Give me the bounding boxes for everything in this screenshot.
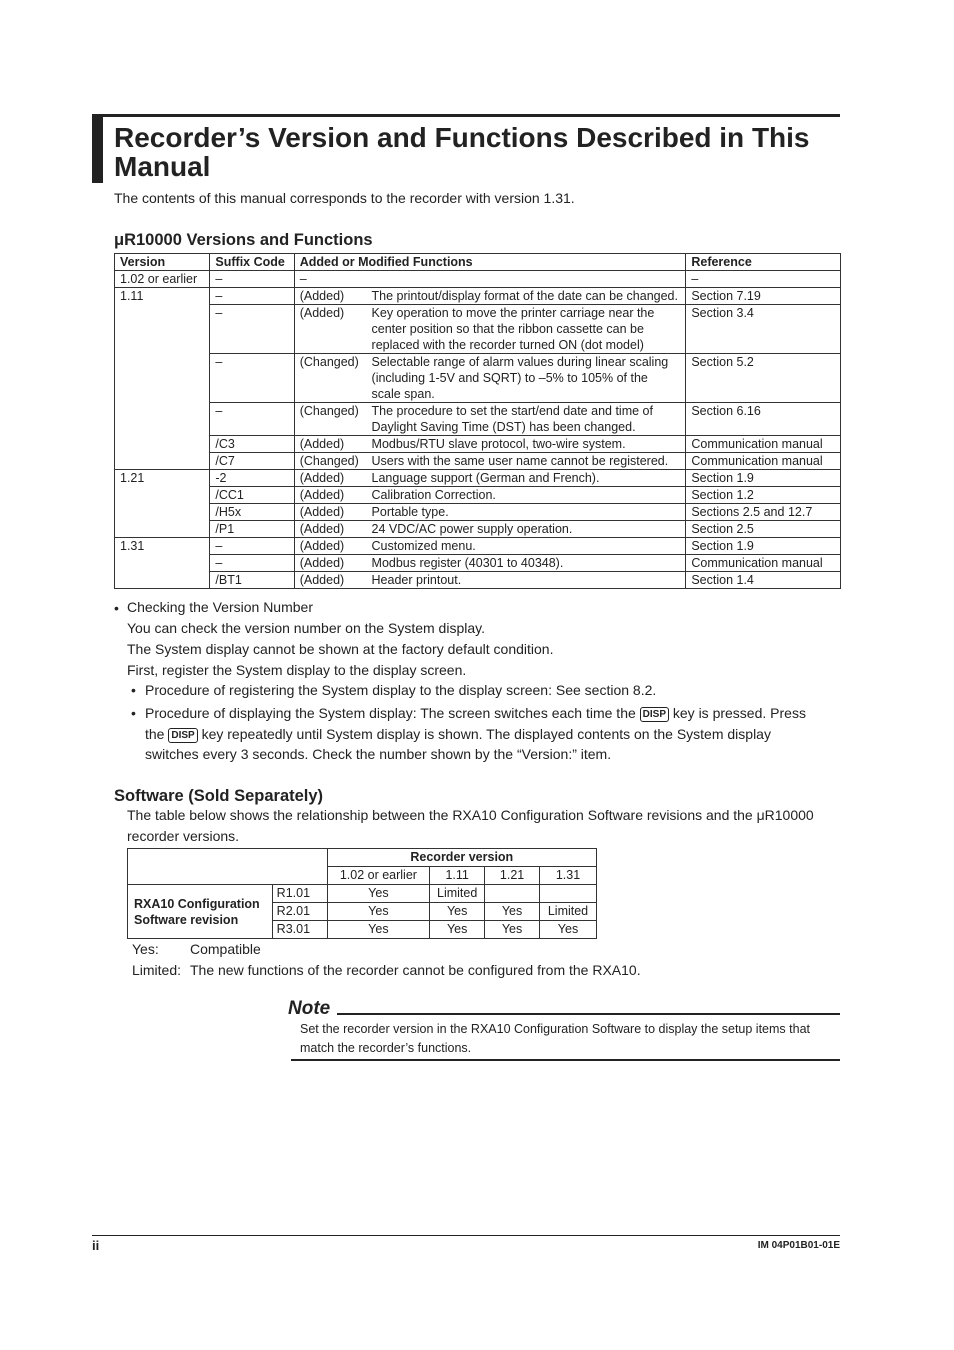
- action-cell: –: [294, 271, 366, 288]
- bullet-dot: •: [114, 600, 119, 616]
- reference-cell: Communication manual: [686, 555, 841, 572]
- action-cell: (Changed): [294, 354, 366, 403]
- description-cell: Header printout.: [367, 572, 686, 589]
- description-cell: Key operation to move the printer carriage near the center position so that the ribbon cassette can be replaced with the recorder turned ON (dot model): [367, 305, 686, 354]
- checking-title: Checking the Version Number: [127, 599, 313, 615]
- reference-cell: Section 5.2: [686, 354, 841, 403]
- sw-group-header: Recorder version: [327, 849, 596, 867]
- version-cell: 1.31: [115, 538, 210, 589]
- table-row: [115, 470, 841, 487]
- sw-col-header: 1.02 or earlier: [327, 867, 430, 885]
- action-cell: (Added): [294, 436, 366, 453]
- suffix-cell: –: [210, 271, 294, 288]
- header-version: Version: [115, 254, 210, 271]
- suffix-cell: /C3: [210, 436, 294, 453]
- sw-rev: R3.01: [272, 921, 327, 939]
- reference-cell: –: [686, 271, 841, 288]
- sw-cell: Yes: [327, 921, 430, 939]
- table-row: [115, 288, 841, 305]
- description-cell: Users with the same user name cannot be registered.: [367, 453, 686, 470]
- action-cell: (Changed): [294, 453, 366, 470]
- note-rule-bottom: [291, 1059, 840, 1061]
- software-compat-table: [127, 848, 597, 939]
- table-row: [115, 436, 841, 453]
- disp-key-icon: DISP: [168, 728, 197, 743]
- reference-cell: Section 1.2: [686, 487, 841, 504]
- sub-bullet-dot: •: [131, 705, 136, 721]
- table-row: [115, 487, 841, 504]
- reference-cell: Section 7.19: [686, 288, 841, 305]
- action-cell: (Changed): [294, 403, 366, 436]
- sub2-text-c: the: [145, 726, 165, 742]
- action-cell: (Added): [294, 288, 366, 305]
- sw-row: [128, 885, 597, 903]
- versions-table: [114, 253, 841, 589]
- document-id: IM 04P01B01-01E: [757, 1240, 840, 1251]
- checking-line-3: First, register the System display to the display screen.: [127, 662, 467, 678]
- table-row: [115, 572, 841, 589]
- sw-group-header-row: [128, 849, 597, 867]
- action-cell: (Added): [294, 555, 366, 572]
- version-cell: 1.21: [115, 470, 210, 538]
- action-cell: (Added): [294, 487, 366, 504]
- sub-bullet-dot: •: [131, 682, 136, 698]
- action-cell: (Added): [294, 470, 366, 487]
- page-title: Recorder’s Version and Functions Described in This Manual: [114, 122, 810, 182]
- sw-col-header: 1.31: [540, 867, 597, 885]
- version-cell: 1.02 or earlier: [115, 271, 210, 288]
- disp-key-icon: DISP: [640, 707, 669, 722]
- sw-cell: Yes: [485, 903, 540, 921]
- reference-cell: Section 1.4: [686, 572, 841, 589]
- note-label: Note: [288, 998, 331, 1019]
- description-cell: Customized menu.: [367, 538, 686, 555]
- action-cell: (Added): [294, 572, 366, 589]
- sw-cell: Yes: [540, 921, 597, 939]
- reference-cell: Section 6.16: [686, 403, 841, 436]
- sub2-text-b: key is pressed. Press: [672, 705, 806, 721]
- checking-line-2: The System display cannot be shown at the factory default condition.: [127, 641, 554, 657]
- description-cell: Selectable range of alarm values during linear scaling (including 1-5V and SQRT) to –5% to 105% of the scale span.: [367, 354, 686, 403]
- checking-sub-2-line-2: [145, 724, 845, 745]
- table-row: [115, 271, 841, 288]
- software-desc-line-2: recorder versions.: [127, 828, 240, 844]
- suffix-cell: -2: [210, 470, 294, 487]
- description-cell: 24 VDC/AC power supply operation.: [367, 521, 686, 538]
- suffix-cell: –: [210, 354, 294, 403]
- reference-cell: Section 1.9: [686, 538, 841, 555]
- sw-cell: Limited: [430, 885, 485, 903]
- description-cell: [367, 271, 686, 288]
- table-row: [115, 403, 841, 436]
- description-cell: Language support (German and French).: [367, 470, 686, 487]
- header-reference: Reference: [686, 254, 841, 271]
- version-cell: 1.11: [115, 288, 210, 470]
- note-text: Set the recorder version in the RXA10 Configuration Software to display the setup items that match the recorder’s functions.: [300, 1022, 810, 1055]
- title-rule: [92, 114, 840, 117]
- table-row: [115, 504, 841, 521]
- reference-cell: Section 1.9: [686, 470, 841, 487]
- legend-text-limited: The new functions of the recorder cannot be configured from the RXA10.: [190, 962, 641, 978]
- description-cell: Modbus register (40301 to 40348).: [367, 555, 686, 572]
- title-marker-bar: [92, 114, 103, 183]
- header-suffix: Suffix Code: [210, 254, 294, 271]
- action-cell: (Added): [294, 504, 366, 521]
- action-cell: (Added): [294, 521, 366, 538]
- sw-row-header: RXA10 Configuration Software revision: [128, 885, 273, 939]
- sw-cell: Yes: [327, 903, 430, 921]
- suffix-cell: /CC1: [210, 487, 294, 504]
- intro-text: The contents of this manual corresponds to the recorder with version 1.31.: [114, 190, 575, 206]
- legend-key-yes: Yes:: [132, 941, 159, 957]
- footer-rule: [92, 1235, 840, 1236]
- suffix-cell: –: [210, 538, 294, 555]
- checking-sub-1: Procedure of registering the System display to the display screen: See section 8.2.: [145, 682, 657, 698]
- versions-table-header: [115, 254, 841, 271]
- suffix-cell: /P1: [210, 521, 294, 538]
- legend-text-yes: Compatible: [190, 941, 261, 957]
- sw-cell: Yes: [430, 921, 485, 939]
- sw-rev: R2.01: [272, 903, 327, 921]
- table-row: [115, 305, 841, 354]
- note-rule-top: [337, 1013, 840, 1015]
- table-row: [115, 538, 841, 555]
- suffix-cell: –: [210, 305, 294, 354]
- sw-cell: Limited: [540, 903, 597, 921]
- suffix-cell: /BT1: [210, 572, 294, 589]
- reference-cell: Communication manual: [686, 453, 841, 470]
- header-functions: Added or Modified Functions: [294, 254, 686, 271]
- sub2-text-a: Procedure of displaying the System display: The screen switches each time the: [145, 705, 636, 721]
- description-cell: The procedure to set the start/end date and time of Daylight Saving Time (DST) has been changed.: [367, 403, 686, 436]
- versions-heading: μR10000 Versions and Functions: [114, 231, 373, 249]
- legend-key-limited: Limited:: [132, 962, 182, 978]
- sw-rev: R1.01: [272, 885, 327, 903]
- suffix-cell: –: [210, 555, 294, 572]
- checking-sub-2: [145, 703, 845, 724]
- sw-cell: [485, 885, 540, 903]
- sw-col-header: 1.21: [485, 867, 540, 885]
- action-cell: (Added): [294, 305, 366, 354]
- table-row: [115, 521, 841, 538]
- reference-cell: Communication manual: [686, 436, 841, 453]
- sw-cell: [540, 885, 597, 903]
- software-desc-line-1: The table below shows the relationship between the RXA10 Configuration Software revisions and the μR10000: [127, 807, 814, 823]
- suffix-cell: /H5x: [210, 504, 294, 521]
- description-cell: The printout/display format of the date can be changed.: [367, 288, 686, 305]
- sw-col-header: 1.11: [430, 867, 485, 885]
- description-cell: Portable type.: [367, 504, 686, 521]
- reference-cell: Sections 2.5 and 12.7: [686, 504, 841, 521]
- page-number: ii: [92, 1238, 100, 1253]
- description-cell: Modbus/RTU slave protocol, two-wire system.: [367, 436, 686, 453]
- suffix-cell: –: [210, 403, 294, 436]
- versions-table-body: [115, 271, 841, 589]
- sw-cell: Yes: [327, 885, 430, 903]
- sw-cell: Yes: [485, 921, 540, 939]
- sw-cell: Yes: [430, 903, 485, 921]
- suffix-cell: /C7: [210, 453, 294, 470]
- sw-corner-cell: [128, 849, 328, 885]
- table-row: [115, 555, 841, 572]
- reference-cell: Section 3.4: [686, 305, 841, 354]
- table-row: [115, 354, 841, 403]
- suffix-cell: –: [210, 288, 294, 305]
- software-heading: Software (Sold Separately): [114, 787, 324, 805]
- table-row: [115, 453, 841, 470]
- reference-cell: Section 2.5: [686, 521, 841, 538]
- checking-sub-2-line-3: switches every 3 seconds. Check the number shown by the “Version:” item.: [145, 746, 612, 762]
- description-cell: Calibration Correction.: [367, 487, 686, 504]
- action-cell: (Added): [294, 538, 366, 555]
- sub2-text-d: key repeatedly until System display is shown. The displayed contents on the System display: [201, 726, 771, 742]
- checking-line-1: You can check the version number on the System display.: [127, 620, 485, 636]
